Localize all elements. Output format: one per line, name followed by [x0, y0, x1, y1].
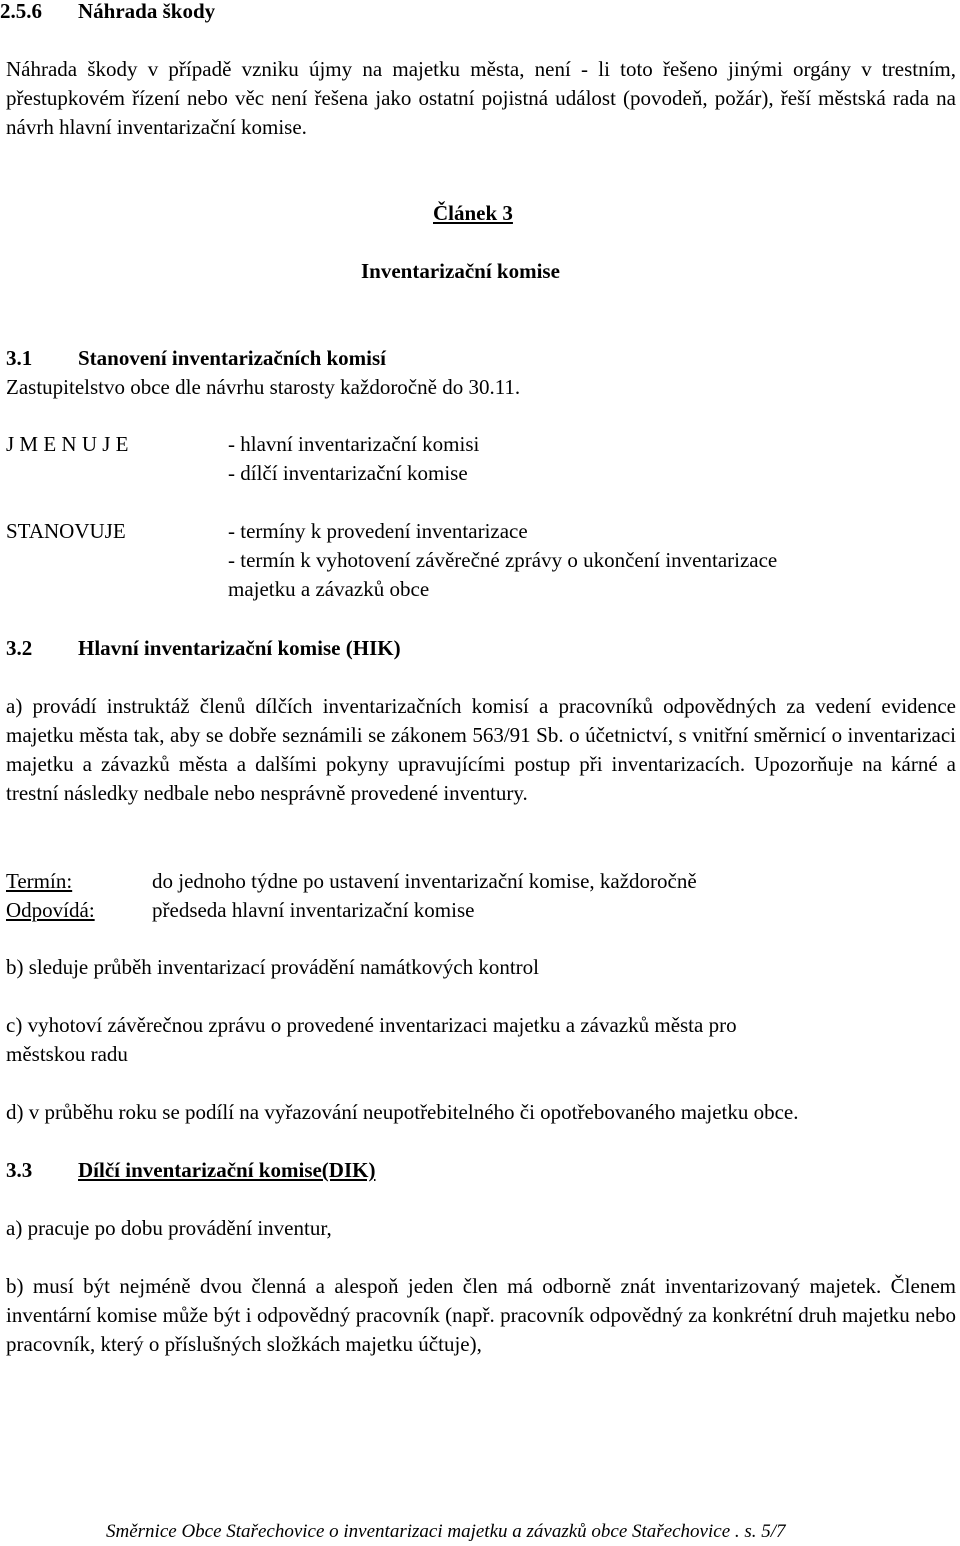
section-title: Stanovení inventarizačních komisí [78, 346, 387, 370]
section-3-2-item-c-line1: c) vyhotoví závěrečnou zprávu o provedené inventarizaci majetku a závazků města pro [6, 1013, 737, 1037]
termin-label: Termín: [6, 869, 73, 893]
stanovuje-item: majetku a závazků obce [228, 577, 430, 601]
stanovuje-label: STANOVUJE [6, 519, 126, 543]
section-3-3-heading [6, 1156, 375, 1185]
section-3-3-item-a: a) pracuje po dobu provádění inventur, [6, 1216, 332, 1240]
section-title: Dílčí inventarizační komise(DIK) [78, 1158, 376, 1182]
stanovuje-item: - termíny k provedení inventarizace [228, 519, 528, 543]
section-3-2-item-b: b) sleduje průběh inventarizací provádění namátkových kontrol [6, 955, 539, 979]
section-3-2-item-c-line2: městskou radu [6, 1042, 128, 1066]
section-3-1-heading [6, 344, 386, 373]
jmenuje-label: J M E N U J E [6, 432, 129, 456]
odpovida-value: předseda hlavní inventarizační komise [152, 898, 475, 922]
section-number: 2.5.6 [0, 0, 42, 23]
section-number: 3.2 [6, 636, 33, 660]
jmenuje-item: - dílčí inventarizační komise [228, 461, 468, 485]
section-2-5-6-heading [0, 0, 215, 26]
section-3-1-intro: Zastupitelstvo obce dle návrhu starosty každoročně do 30.11. [6, 375, 521, 399]
section-3-3-item-b: b) musí být nejméně dvou členná a alespoň jeden člen má odborně znát inventarizovaný majetek. Členem inventární komise může být i odpovědný pracovník (např. pracovník odpovědný za konkrétní druh majetku nebo pracovník, který o příslušných složkách majetku účtuje), [6, 1274, 956, 1356]
stanovuje-item: - termín k vyhotovení závěrečné zprávy o ukončení inventarizace [228, 548, 778, 572]
section-2-5-6-paragraph: Náhrada škody v případě vzniku újmy na majetku města, není - li toto řešeno jinými orgány v trestním, přestupkovém řízení nebo věc není řešena jako ostatní pojistná událost (povodeň, požár), řeší městská rada na návrh hlavní inventarizační komise. [6, 57, 956, 139]
jmenuje-item: - hlavní inventarizační komisi [228, 432, 480, 456]
termin-value: do jednoho týdne po ustavení inventarizační komise, každoročně [152, 869, 697, 893]
odpovida-label: Odpovídá: [6, 898, 95, 922]
section-3-2-item-a: a) provádí instruktáž členů dílčích inventarizačních komisí a pracovníků odpovědných za vedení evidence majetku města tak, aby se dobře seznámili se zákonem 563/91 Sb. o účetnictví, s vnitřní směrnicí o inventarizaci majetku a závazků města a dalšími pokyny upravujícími postup při inventarizacích. Upozorňuje na kárné a trestní následky nedbale nebo nesprávně provedené inventury. [6, 694, 956, 805]
section-title: Hlavní inventarizační komise (HIK) [78, 636, 401, 660]
section-number: 3.1 [6, 346, 33, 370]
article-subheading: Inventarizační komise [361, 259, 560, 283]
section-3-2-heading [6, 634, 401, 663]
article-heading: Článek 3 [433, 201, 513, 225]
section-3-2-item-d: d) v průběhu roku se podílí na vyřazování neupotřebitelného či opotřebovaného majetku obce. [6, 1100, 799, 1124]
section-title: Náhrada škody [78, 0, 216, 23]
section-number: 3.3 [6, 1158, 33, 1182]
page-footer: Směrnice Obce Stařechovice o inventarizaci majetku a závazků obce Stařechovice . s. 5/7 [106, 1521, 786, 1542]
